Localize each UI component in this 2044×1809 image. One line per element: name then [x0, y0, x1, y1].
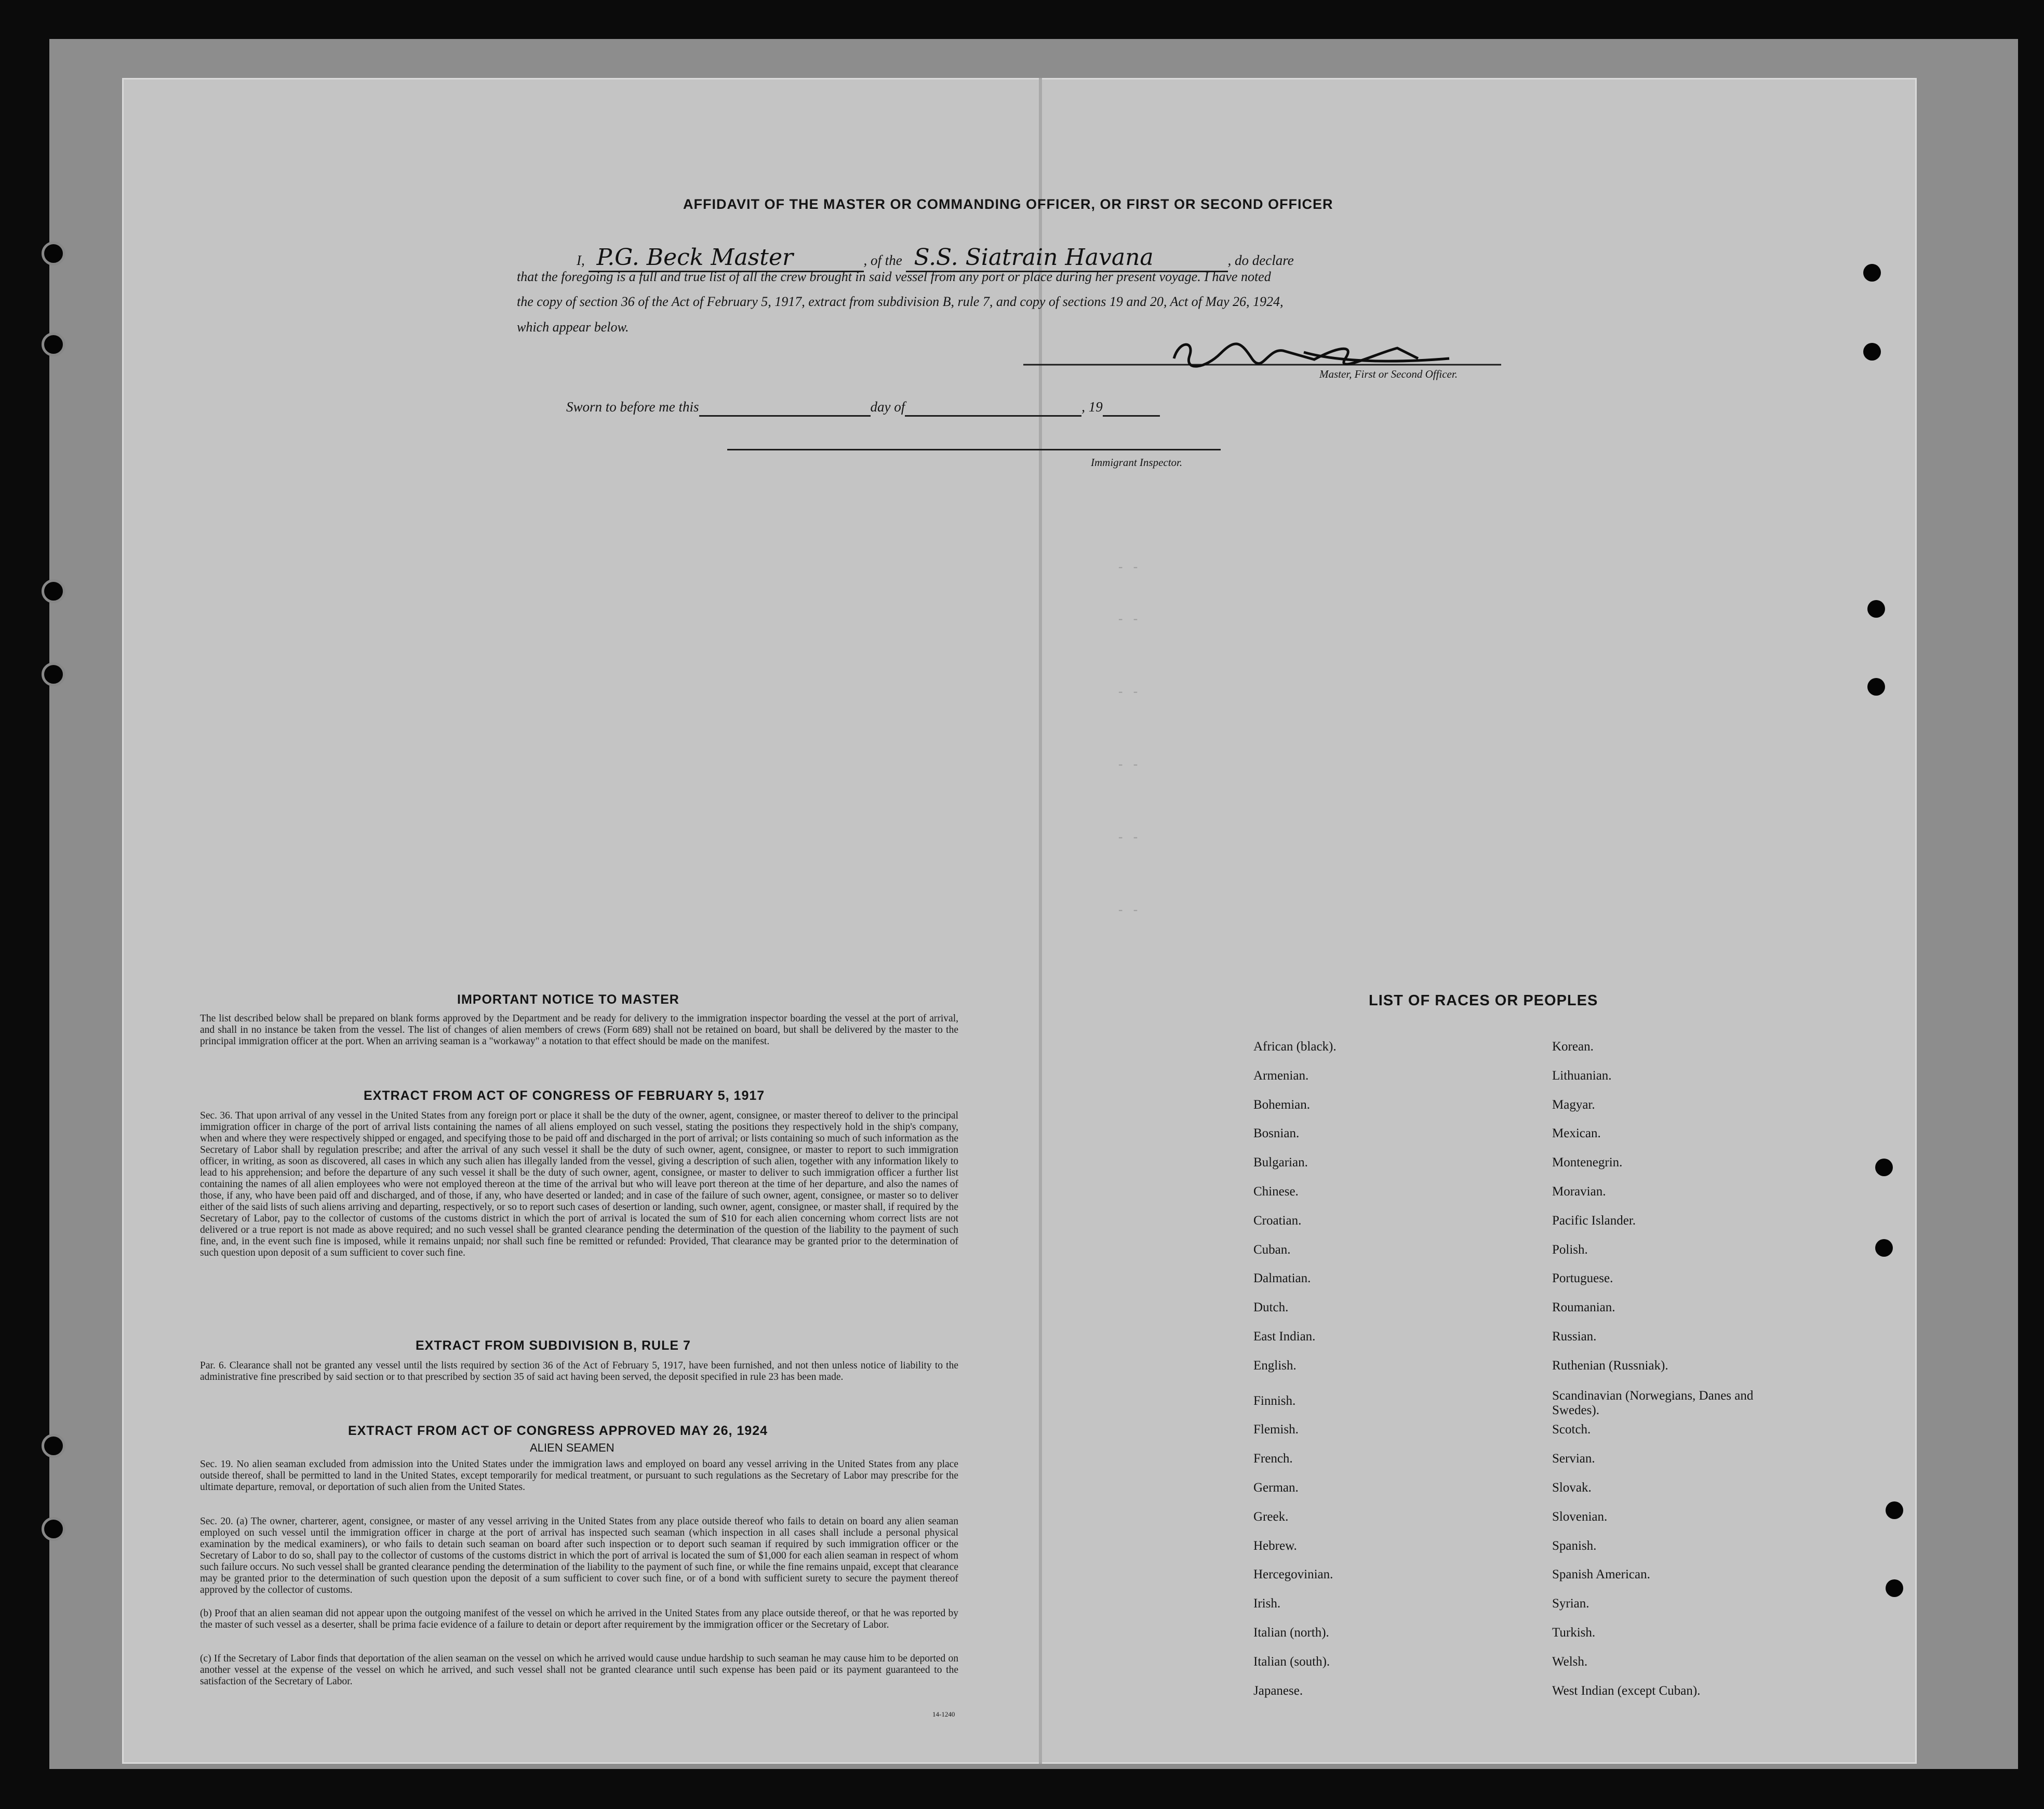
rule7-heading: EXTRACT FROM SUBDIVISION B, RULE 7 — [416, 1338, 691, 1353]
race-item: Welsh. — [1552, 1654, 1588, 1669]
race-item: West Indian (except Cuban). — [1552, 1683, 1701, 1698]
race-item: Dutch. — [1253, 1300, 1289, 1315]
race-item: Spanish American. — [1552, 1567, 1650, 1582]
race-item: Bohemian. — [1253, 1097, 1311, 1112]
affidavit-line-2: that the foregoing is a full and true list of all the crew brought in said vessel from any port or place during her present voyage. I have noted — [517, 269, 1271, 284]
race-item: Korean. — [1552, 1040, 1594, 1054]
affidavit-line-1 — [577, 244, 1294, 272]
bleed-through-text: - - — [1117, 759, 1140, 773]
punch-hole-icon — [1875, 1239, 1893, 1257]
sec20a-body: Sec. 20. (a) The owner, charterer, agent, consignee, or master of any vessel arriving in the United States from any place outside thereof who fails to detain on board any alien seaman employed on such vessel until the immigration officer in charge at the port of arrival has inspected such seaman (which inspection in all cases shall include a personal physical examination by the medical examiners), or who fails to detain such seaman on board after such inspection or to deport such seaman if required by such immigration officer or the Secretary of Labor to do so, shall pay to the collector of customs of the customs district in which the port of arrival is located the sum of $1,000 for each alien seaman in respect of whom such failure occurs. No such vessel shall be granted clearance pending the determination of the liability to the payment of such fine, or while the fine remains unpaid, except that clearance may be granted prior to the determination of such question upon the deposit of a sum sufficient to cover such fine, or of a bond with sufficient surety to secure the payment thereof approved by the collector of customs. — [200, 1516, 958, 1595]
race-item: Greek. — [1253, 1509, 1289, 1524]
race-item: Scotch. — [1552, 1422, 1591, 1437]
sec20b-body: (b) Proof that an alien seaman did not appear upon the outgoing manifest of the vessel on which he arrived in the United States from any place outside thereof, or that he was reported by the master of such vessel as a deserter, shall be prima facie evidence of a failure to detain or deport after requirement by the immigration officer or the Secretary of Labor. — [200, 1608, 958, 1630]
rule7-body: Par. 6. Clearance shall not be granted any vessel until the lists required by section 36 of the Act of February 5, 1917, have been furnished, and not then unless notice of liability to the administrative fine prescribed by said section or to that prescribed by section 35 of said act having been served, the deposit specified in rule 23 has been made. — [200, 1360, 958, 1382]
sworn-month-blank — [905, 399, 1081, 417]
affidavit-line1-start: I, — [577, 252, 585, 268]
affidavit-line-3: the copy of section 36 of the Act of February 5, 1917, extract from subdivision B, rule 7, and copy of sections 19 and 20, Act of May 26, 1924, — [517, 294, 1284, 309]
bleed-through-text: - - — [1117, 904, 1140, 918]
binder-hole-icon — [42, 332, 65, 356]
race-item: Italian (south). — [1253, 1654, 1330, 1669]
race-item: Bosnian. — [1253, 1126, 1300, 1141]
bleed-through-text: - - — [1117, 613, 1140, 627]
sec20c-body: (c) If the Secretary of Labor finds that deportation of the alien seaman on the vessel on which he arrived would cause undue hardship to such seaman he may cause him to be deported on another vessel at the expense of the vessel on which he arrived, and such vessel shall not be granted clearance until such expense has been paid or its payment guaranteed to the satisfaction of the Secretary of Labor. — [200, 1653, 958, 1687]
race-item: Scandinavian (Norwegians, Danes and Swedes). — [1552, 1388, 1754, 1417]
extract-1924-heading: EXTRACT FROM ACT OF CONGRESS APPROVED MAY 26, 1924 — [348, 1424, 768, 1438]
race-item: Syrian. — [1552, 1597, 1589, 1611]
inspector-caption: Immigrant Inspector. — [1091, 456, 1183, 469]
race-item: Chinese. — [1253, 1185, 1299, 1199]
race-item: Mexican. — [1552, 1126, 1601, 1141]
sworn-day: day of — [870, 399, 905, 415]
punch-hole-icon — [1863, 264, 1881, 282]
binder-hole-icon — [42, 1434, 65, 1458]
race-item: Servian. — [1552, 1452, 1595, 1466]
sworn-year: , 19 — [1081, 399, 1103, 415]
affidavit-line1-mid: , of the — [863, 252, 902, 268]
sec19-body: Sec. 19. No alien seaman excluded from admission into the United States under the immigration laws and employed on board any vessel arriving in the United States from any place outside thereof, shall be permitted to land in the United States, except temporarily for medical treatment, or pursuant to such regulations as the Secretary of Labor may prescribe for the ultimate departure, removal, or deportation of such alien from the United States. — [200, 1459, 958, 1493]
race-item: Roumanian. — [1552, 1300, 1615, 1315]
race-item: Italian (north). — [1253, 1626, 1329, 1640]
race-item: Spanish. — [1552, 1538, 1597, 1553]
binder-hole-icon — [42, 579, 65, 603]
race-item: Pacific Islander. — [1552, 1213, 1636, 1228]
extract-1924-subheading: ALIEN SEAMEN — [530, 1441, 614, 1454]
vessel-name-field — [906, 244, 1228, 272]
affidavit-line1-end: , do declare — [1227, 252, 1294, 268]
race-item: Portuguese. — [1552, 1271, 1613, 1286]
bleed-through-text: - - — [1117, 561, 1140, 575]
sworn-line — [566, 399, 1160, 417]
punch-hole-icon — [1886, 1501, 1903, 1519]
race-item: Armenian. — [1253, 1068, 1309, 1083]
notice-body: The list described below shall be prepared on blank forms approved by the Department and be ready for delivery to the immigration inspector boarding the vessel at the port of arrival, and shall in no instance be taken from the vessel. The list of changes of alien members of crews (Form 689) shall not be retained on board, but shall be delivered by the master to the principal immigration officer at the port. When an arriving seaman is a "workaway" a notation to that effect should be made on the manifest. — [200, 1013, 958, 1047]
sworn-year-blank — [1103, 399, 1160, 417]
race-item: Magyar. — [1552, 1097, 1595, 1112]
race-item: Moravian. — [1552, 1185, 1606, 1199]
race-item: Polish. — [1552, 1242, 1588, 1257]
races-heading: LIST OF RACES OR PEOPLES — [1369, 992, 1598, 1009]
form-number: 14-1240 — [932, 1710, 955, 1718]
race-item: Slovak. — [1552, 1481, 1592, 1495]
sworn-start: Sworn to before me this — [566, 399, 699, 415]
race-item: Croatian. — [1253, 1213, 1302, 1228]
notice-heading: IMPORTANT NOTICE TO MASTER — [457, 992, 679, 1007]
race-item: Finnish. — [1253, 1393, 1296, 1408]
race-item: Dalmatian. — [1253, 1271, 1311, 1286]
race-item: Irish. — [1253, 1597, 1281, 1611]
page-fold — [1039, 78, 1042, 1764]
race-item: African (black). — [1253, 1040, 1337, 1054]
punch-hole-icon — [1886, 1579, 1903, 1597]
race-item: Cuban. — [1253, 1242, 1291, 1257]
race-item: Japanese. — [1253, 1683, 1303, 1698]
bleed-through-text: - - — [1117, 831, 1140, 845]
race-item: Lithuanian. — [1552, 1068, 1612, 1083]
race-item: Russian. — [1552, 1329, 1597, 1344]
vessel-name-handwritten: S.S. Siatrain Havana — [914, 244, 1154, 271]
extract-1917-heading: EXTRACT FROM ACT OF CONGRESS OF FEBRUARY 5, 1917 — [364, 1088, 765, 1103]
punch-hole-icon — [1875, 1159, 1893, 1176]
document-page — [122, 78, 1917, 1764]
affidavit-line-4: which appear below. — [517, 320, 629, 335]
race-item: Hercegovinian. — [1253, 1567, 1333, 1582]
binder-hole-icon — [42, 242, 65, 265]
race-item: French. — [1253, 1452, 1293, 1466]
master-name-handwritten: P.G. Beck Master — [596, 244, 794, 271]
binder-hole-icon — [42, 662, 65, 686]
punch-hole-icon — [1863, 343, 1881, 361]
inspector-signature-line — [727, 449, 1221, 450]
binder-hole-icon — [42, 1517, 65, 1541]
extract-1917-body: Sec. 36. That upon arrival of any vessel in the United States from any foreign port or place it shall be the duty of the owner, agent, consignee, or master thereof to deliver to the principal immigration officer in charge of the port of arrival lists containing the names of all aliens employed on such vessel, stating the positions they respectively hold in the ship's company, when and where they were respectively shipped or engaged, and specifying those to be paid off and discharged in the port of arrival; or lists containing so much of such information as the Secretary of Labor shall by regulation prescribe; and after the arrival of any such vessel it shall be the duty of such owner, agent, consignee, or master to report to such immigration officer, in writing, as soon as discovered, all cases in which any such alien has illegally landed from the vessel, giving a description of such alien, together with any information likely to lead to his apprehension; and before the departure of any such vessel it shall be the duty of such owner, agent, consignee, or master to deliver to such immigration officer a further list containing the names of all alien employees who were not employed thereon at the time of the arrival but who will leave port thereon at the time of her departure, and also the names of those, if any, who have been paid off and discharged, and of those, if any, who have deserted or landed; and in case of the failure of such owner, agent, consignee, or master so to deliver either of the said lists of such aliens arriving and departing, respectively, or so to report such cases of desertion or landing, such owner, agent, consignee, or master shall, if required by the Secretary of Labor, pay to the collector of customs of the customs district in which the port of arrival is located the sum of $10 for each alien concerning whom correct lists are not delivered or a true report is not made as above required; and no such vessel shall be granted clearance pending the determination of the question of the liability to the payment of such fine, and, in the event such fine is imposed, while it remains unpaid; nor shall such fine be remitted or refunded: Provided, That clearance may be granted prior to the determination of such question upon deposit of a sum sufficient to cover such fine. — [200, 1110, 958, 1258]
bleed-through-text: - - — [1117, 686, 1140, 700]
punch-hole-icon — [1867, 678, 1885, 696]
race-item: English. — [1253, 1358, 1297, 1373]
race-item: Flemish. — [1253, 1422, 1299, 1437]
race-item: East Indian. — [1253, 1329, 1316, 1344]
race-item: Bulgarian. — [1253, 1155, 1308, 1170]
master-name-field — [589, 244, 864, 272]
affidavit-heading: AFFIDAVIT OF THE MASTER OR COMMANDING OFFICER, OR FIRST OR SECOND OFFICER — [683, 196, 1333, 212]
race-item: Hebrew. — [1253, 1538, 1297, 1553]
race-item: Ruthenian (Russniak). — [1552, 1358, 1668, 1373]
race-item: Turkish. — [1552, 1626, 1596, 1640]
race-item: Slovenian. — [1552, 1509, 1608, 1524]
race-item: German. — [1253, 1481, 1299, 1495]
sworn-date-blank — [699, 399, 871, 417]
signature-caption: Master, First or Second Officer. — [1319, 368, 1458, 380]
race-item: Montenegrin. — [1552, 1155, 1623, 1170]
punch-hole-icon — [1867, 600, 1885, 618]
